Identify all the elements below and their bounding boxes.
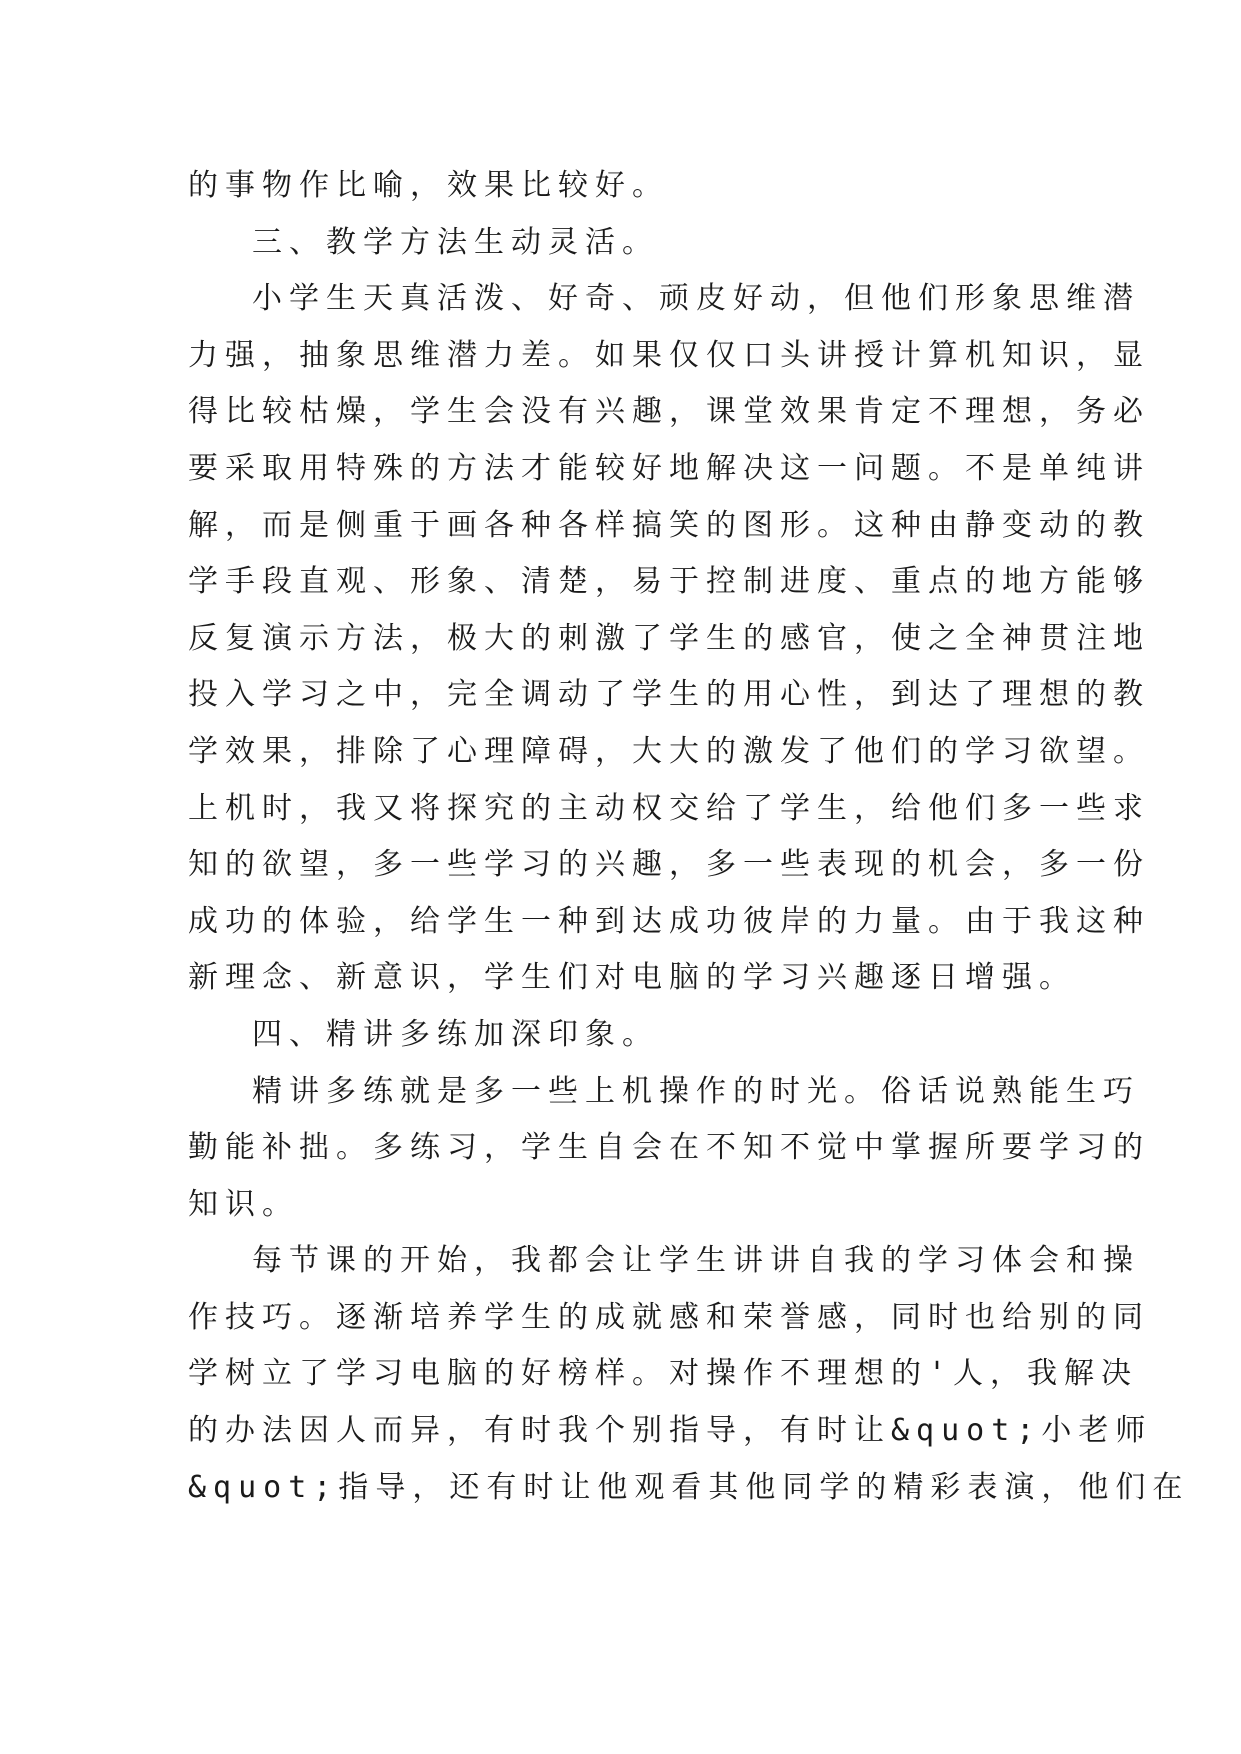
text-line: 作技巧。逐渐培养学生的成就感和荣誉感，同时也给别的同 xyxy=(188,1299,1150,1335)
text-line: 反复演示方法，极大的刺激了学生的感官，使之全神贯注地 xyxy=(188,620,1150,656)
text-line: 成功的体验，给学生一种到达成功彼岸的力量。由于我这种 xyxy=(188,903,1150,939)
text-line: 三、教学方法生动灵活。 xyxy=(252,224,659,260)
text-line: 勤能补拙。多练习，学生自会在不知不觉中掌握所要学习的 xyxy=(188,1130,1150,1166)
text-line: 每节课的开始，我都会让学生讲讲自我的学习体会和操 xyxy=(252,1243,1140,1279)
text-line: 的事物作比喻，效果比较好。 xyxy=(188,168,669,203)
text-line: 投入学习之中，完全调动了学生的用心性，到达了理想的教 xyxy=(188,677,1150,713)
document-body xyxy=(188,158,1190,1516)
text-line: 学效果，排除了心理障碍，大大的激发了他们的学习欲望。 xyxy=(188,733,1150,769)
text-line: 精讲多练就是多一些上机操作的时光。俗话说熟能生巧 xyxy=(252,1073,1140,1109)
text-line: 学树立了学习电脑的好榜样。对操作不理想的'人，我解决 xyxy=(188,1356,1139,1392)
text-line: 学手段直观、形象、清楚，易于控制进度、重点的地方能够 xyxy=(188,564,1150,600)
text-line: 上机时，我又将探究的主动权交给了学生，给他们多一些求 xyxy=(188,790,1150,826)
text-line: 力强，抽象思维潜力差。如果仅仅口头讲授计算机知识，显 xyxy=(188,337,1150,373)
text-line: &quot;指导，还有时让他观看其他同学的精彩表演，他们在 xyxy=(188,1469,1190,1505)
text-line: 解，而是侧重于画各种各样搞笑的图形。这种由静变动的教 xyxy=(188,507,1150,543)
text-line: 四、精讲多练加深印象。 xyxy=(252,1016,659,1052)
text-line: 要采取用特殊的方法才能较好地解决这一问题。不是单纯讲 xyxy=(188,450,1150,486)
text-line: 知的欲望，多一些学习的兴趣，多一些表现的机会，多一份 xyxy=(188,847,1150,883)
text-line: 知识。 xyxy=(188,1186,299,1222)
text-line: 的办法因人而异，有时我个别指导，有时让&quot;小老师 xyxy=(188,1413,1153,1449)
text-line: 新理念、新意识，学生们对电脑的学习兴趣逐日增强。 xyxy=(188,960,1076,996)
text-line: 得比较枯燥，学生会没有兴趣，课堂效果肯定不理想，务必 xyxy=(188,394,1150,430)
text-line: 小学生天真活泼、好奇、顽皮好动，但他们形象思维潜 xyxy=(252,281,1140,317)
